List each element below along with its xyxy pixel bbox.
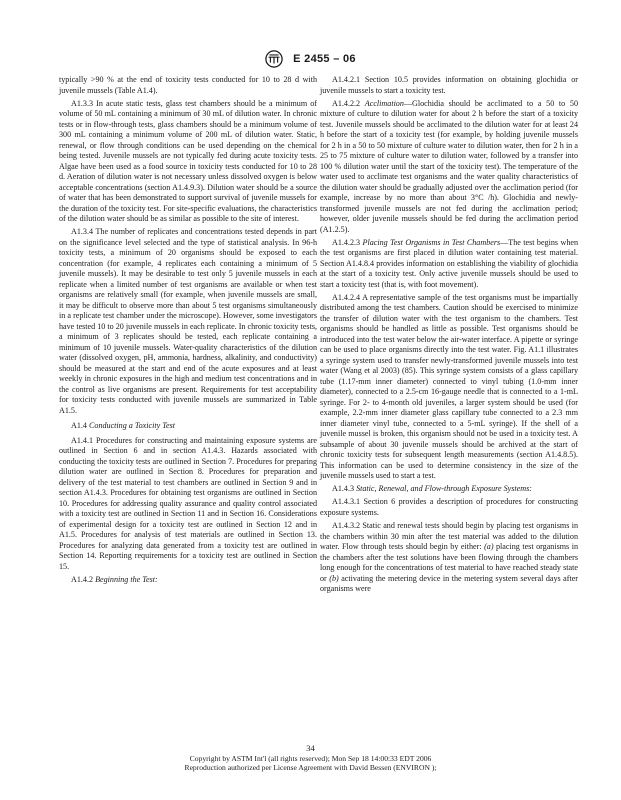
subsection-title: Acclimation [364,98,404,108]
paragraph-a1-4-1: A1.4.1 Procedures for constructing and maintaining exposure systems are outlined in Section 6 and in section A1.4.3. Hazards associated with conducting the toxicity tests are outlined in Section 7. Procedures for preparing dilution water are outlined in Section 8. Procedures for preparation and delivery of the test material to test chambers are outlined in Section 9 and in section A1.4.3. Procedures for obtaining test organisms are outlined in Section 10. Procedures for addressing quality assurance and quality control associated with a toxicity test are outlined in Section 11 and in Section 16. Considerations of experimental design for a toxicity test are outlined in Section 12 and in A1.5. Procedures for analysis of test materials are outlined in Section 13. Procedures for analyzing data generated from a toxicity test are outlined in Section 14. Reporting requirements for a toxicity test are outlined in Section 15. [59,435,317,571]
paragraph-a1-3-3: A1.3.3 In acute static tests, glass test chambers should be a minimum of volume of 50 mL containing a minimum of 30 mL of dilution water. In chronic tests or in flow-through tests, glass chambers should be a minimum volume of 300 mL containing a minimum volume of 200 mL of dilution water. Static, renewal, or flow through conditions can be used depending on the chemical being tested. Juvenile mussels are not typically fed during acute toxicity tests. Algae have been used as a food source in toxicity tests conducted for 10 to 28 d. Aeration of dilution water is not necessary unless dissolved oxygen is below acceptable concentrations (section A1.4.9.3). Dilution water should be a source of water that has been demonstrated to support survival of juvenile mussels for the duration of the toxicity test. For site-specific evaluations, the characteristics of the dilution water should be as similar as possible to the site of interest. [59,98,317,224]
paragraph-text: activating the metering device in the metering system several days after organisms were [320,573,579,594]
paragraph-a1-4-3-2 [320,521,578,595]
section-title: Beginning the Test: [95,574,158,584]
section-number: A1.4.3 [332,484,355,494]
section-heading-a1-4-2 [59,575,317,586]
section-heading-a1-4 [59,421,317,432]
section-number: A1.4.2.2 [332,98,361,108]
page-footer [0,744,621,773]
paragraph: typically >90 % at the end of toxicity tests conducted for 10 to 28 d with juvenile mussels (Table A1.4). [59,75,317,95]
section-title: Static, Renewal, and Flow-through Exposure Systems: [356,484,532,494]
paragraph-body: —The test begins when the test organisms are first placed in dilution water containing test material. Section A1.4.8.4 provides information on establishing the viability of glochidia at the start of a toxicity test. Only active juvenile mussels should be used to start a toxicity test (that is, with foot movement). [320,237,579,289]
right-column [320,75,578,597]
paragraph-a1-4-2-3 [320,238,578,291]
standard-designation: E 2455 – 06 [293,53,356,66]
license-line: Reproduction authorized per License Agreement with David Bessen (ENVIRON ); [184,763,437,773]
paragraph-text: placing test organisms in the chambers after the test solutions have been flowing through the chambers long enough for the concentrations of test material to have reached steady state or [320,542,578,583]
paragraph-a1-4-2-2 [320,99,578,236]
section-number: A1.4.2 [71,574,94,584]
section-number: A1.4 [71,421,87,431]
paragraph-text: A1.4.3.2 Static and renewal tests should begin by placing test organisms in the chambers within 30 min after the test material was added to the dilution water. Flow through tests should begin by either: [320,521,578,552]
page-header [0,50,621,72]
left-column [59,75,317,588]
paragraph-a1-4-3-1: A1.4.3.1 Section 6 provides a description of procedures for constructing exposure systems. [320,497,578,517]
section-heading-a1-4-3 [320,484,578,495]
page-number: 34 [306,743,315,753]
list-marker-a: (a) [484,542,494,552]
paragraph-body: —Glochidia should be acclimated to a 50 to 50 mixture of culture to dilution water for about 2 h before the start of a toxicity test. Juvenile mussels should be acclimated to the dilution water for at least 24 h before the start of a toxicity test (for example, by holding juvenile mussels for 2 h in a 50 to 50 mixture of culture water to dilution water, then for 2 h in a 25 to 75 mixture of culture water to dilution water, followed by a transfer into 100 % dilution water until the start of the toxicity test). The temperature of the water used to acclimate test organisms and the water quality characteristics of the dilution water should be gradually adjusted over the acclimation period (for example, increase by no more than about 3°C /h). Glochidia and newly-transformed juvenile mussels are not fed during the acclimation period; however, older juvenile mussels should be fed during the acclimation period (A1.2.5). [320,98,578,234]
paragraph-a1-3-4: A1.3.4 The number of replicates and concentrations tested depends in part on the significance level selected and the type of statistical analysis. In 96-h toxicity tests, a minimum of 20 organisms should be exposed to each concentration (for example, 4 replicates each containing a minimum of 5 juvenile mussels). It may be desirable to test only 5 juvenile mussels in each replicate when a limited number of test organisms are available or when test organisms are relatively small (for example, when juvenile mussels are small, it may be difficult to observe more than about 5 test organisms simultaneously in a replicate test chamber under the microscope). However, some investigators have tested 10 to 20 juvenile mussels in each replicate. In chronic toxicity tests, a minimum of 3 replicates should be tested, each replicate containing a minimum of 10 juvenile mussels. Water-quality characteristics of the dilution water (dissolved oxygen, pH, ammonia, hardness, alkalinity, and conductivity) should be measured at the start and end of the acute exposures and at least weekly in chronic exposures in the high and medium test concentrations and in the control as live organisms are present. Requirements for test acceptability for toxicity tests conducted with juvenile mussels are summarized in Table A1.5. [59,227,317,415]
paragraph-a1-4-2-1: A1.4.2.1 Section 10.5 provides information on obtaining glochidia or juvenile mussels to start a toxicity test. [320,75,578,95]
list-marker-b: (b) [329,573,339,583]
paragraph-a1-4-2-4: A1.4.2.4 A representative sample of the test organisms must be impartially distributed among the test chambers. Caution should be exercised to minimize the transfer of dilution water with the test organism to the chambers. Test organisms should be handled as little as possible. Test organisms should be introduced into the test water below the air-water interface. A pipette or syringe can be used to place organisms directly into the test water. Fig. A1.1 illustrates a syringe system used to transfer newly-transformed juvenile mussels into test water (Wang et al 2003) (85). This syringe system consists of a glass capillary tube (1.17-mm inner diameter) connected to vinyl tubing (1.0-mm inner diameter), connected to a 2.5-cm 16-gauge needle that is connected to a 1-mL syringe. For 2- to 4-month old juveniles, a larger system should be used (for example, 2.2-mm inner diameter glass capillary tube connected to a 2.3 mm inner diameter vinyl tube, connected to a 5-mL syringe). If the shell of a juvenile mussel is broken, this organism should not be used in a toxicity test. A subsample of about 30 juvenile mussels should be archived at the start of chronic toxicity tests for subsequent length measurements (section A1.4.8.5). This information can be used to determine consistency in the size of the juvenile mussels used to start a test. [320,292,578,481]
copyright-line: Copyright by ASTM Int'l (all rights reserved); Mon Sep 18 14:00:33 EDT 2006 [189,754,432,764]
section-number: A1.4.2.3 [332,237,361,247]
astm-logo-icon [265,50,283,68]
section-title: Conducting a Toxicity Test [89,421,175,431]
subsection-title: Placing Test Organisms in Test Chambers [362,237,501,247]
